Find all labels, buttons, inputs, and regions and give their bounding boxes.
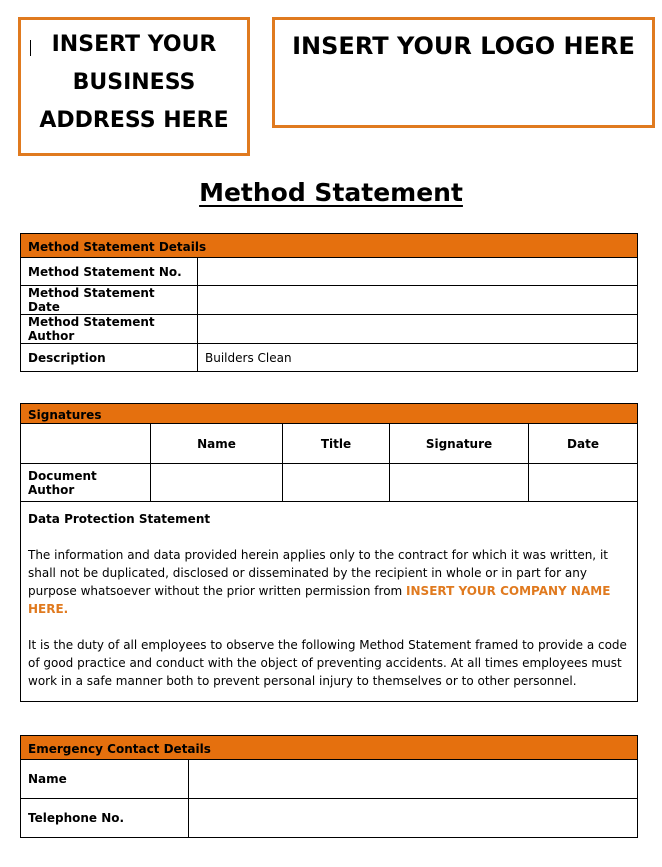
method-statement-date-field[interactable] — [198, 286, 638, 315]
table-row — [21, 464, 638, 502]
description-field[interactable]: Builders Clean — [198, 344, 638, 372]
table-row — [21, 799, 638, 838]
details-header: Method Statement Details — [21, 234, 638, 258]
emergency-telephone-field[interactable] — [189, 799, 638, 838]
data-protection-heading: Data Protection Statement — [28, 512, 211, 526]
table-row — [21, 424, 638, 464]
text-cursor — [30, 40, 31, 56]
author-name-field[interactable] — [151, 464, 283, 502]
details-label: Method Statement Date — [21, 286, 198, 315]
table-row — [21, 315, 638, 344]
document-author-label: Document Author — [21, 464, 151, 502]
method-statement-details-table — [20, 233, 638, 372]
author-title-field[interactable] — [283, 464, 390, 502]
table-row — [21, 344, 638, 372]
data-protection-paragraph-1 — [28, 546, 630, 618]
table-row — [21, 286, 638, 315]
details-label: Method Statement No. — [21, 258, 198, 286]
data-protection-paragraph-2: It is the duty of all employees to observe the following Method Statement framed to provide a code of good practice and conduct with the object of preventing accidents. At all times employees must work in a safe manner both to prevent personal injury to themselves or to other personnel. — [28, 638, 627, 688]
details-label: Description — [21, 344, 198, 372]
address-line-2: BUSINESS — [72, 70, 196, 95]
emergency-contact-table — [20, 735, 638, 838]
table-row — [21, 760, 638, 799]
column-header-name: Name — [151, 424, 283, 464]
author-date-field[interactable] — [529, 464, 638, 502]
column-header-signature: Signature — [390, 424, 529, 464]
logo-box — [272, 17, 655, 128]
paragraph-1-text: The information and data provided herein applies only to the contract for which it was written, it shall not be duplicated, disclosed or disseminated by the recipient in whole or in part for any purpose whatsoever without the prior written permission from — [28, 548, 608, 598]
address-line-1: INSERT YOUR — [51, 32, 217, 57]
column-header-title: Title — [283, 424, 390, 464]
method-statement-author-field[interactable] — [198, 315, 638, 344]
data-protection-statement — [21, 502, 638, 702]
method-statement-no-field[interactable] — [198, 258, 638, 286]
emergency-label: Telephone No. — [21, 799, 189, 838]
author-signature-field[interactable] — [390, 464, 529, 502]
emergency-label: Name — [21, 760, 189, 799]
document-title: Method Statement — [199, 178, 463, 207]
emergency-name-field[interactable] — [189, 760, 638, 799]
emergency-header: Emergency Contact Details — [21, 736, 638, 760]
company-name-placeholder: INSERT YOUR COMPANY NAME HERE. — [28, 584, 611, 616]
table-row — [21, 258, 638, 286]
address-line-3: ADDRESS HERE — [39, 108, 229, 133]
data-protection-row — [21, 502, 638, 702]
signatures-table — [20, 403, 638, 702]
details-label: Method Statement Author — [21, 315, 198, 344]
business-address-box — [18, 17, 250, 156]
logo-placeholder-text: INSERT YOUR LOGO HERE — [292, 32, 635, 60]
column-header-date: Date — [529, 424, 638, 464]
signatures-header: Signatures — [21, 404, 638, 424]
column-header-blank — [21, 424, 151, 464]
